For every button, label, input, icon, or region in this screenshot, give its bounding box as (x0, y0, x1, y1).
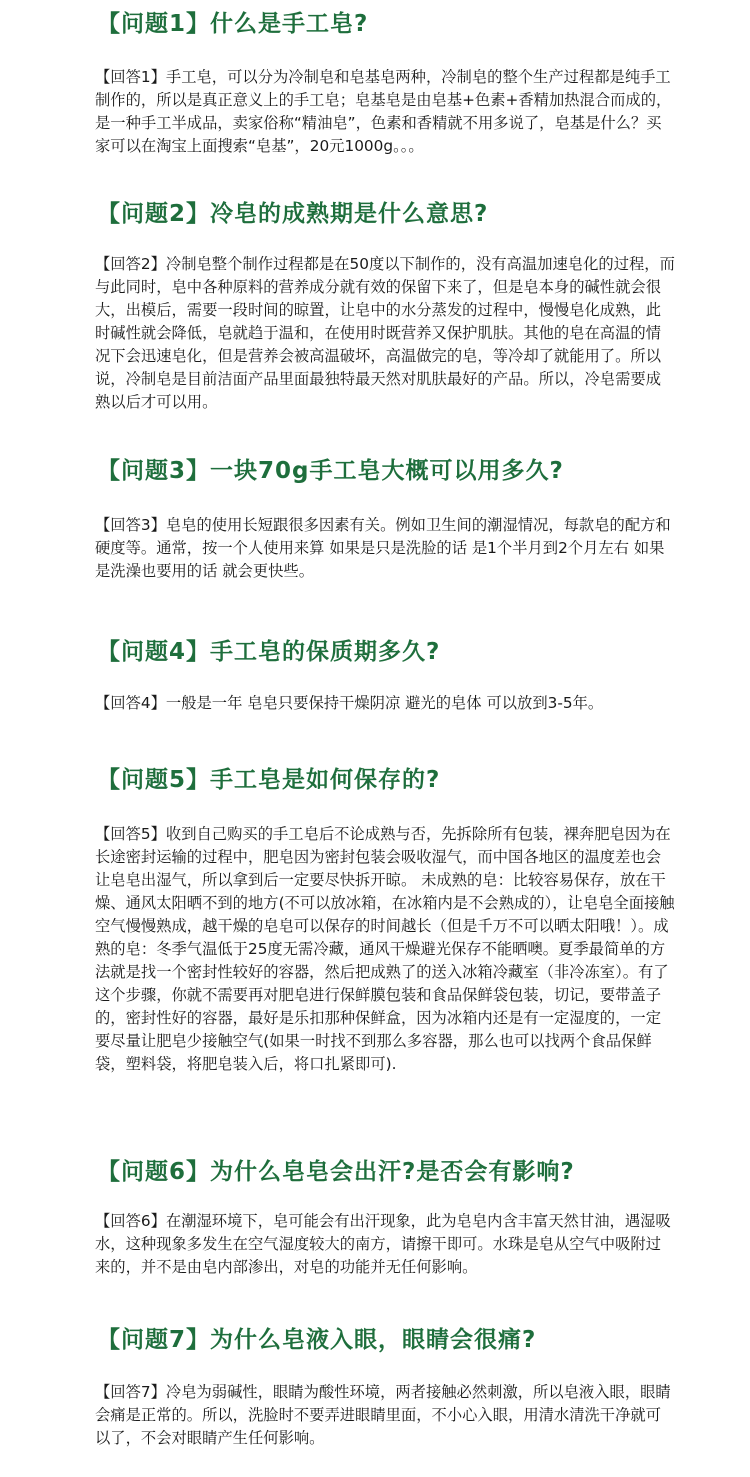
answer-1-text: 【回答1】手工皂，可以分为冷制皂和皂基皂两种，冷制皂的整个生产过程都是纯手工制作的，所以是真正意义上的手工皂；皂基皂是由皂基+色素+香精加热混合而成的，是一种手工半成品，卖家俗称“精油皂”，色素和香精就不用多说了，皂基是什么？买家可以在淘宝上面搜索“皂基”，20元1000g。。。 (95, 68, 672, 155)
question-2-heading: 【问题2】冷皂的成熟期是什么意思? (97, 201, 489, 227)
question-1-heading: 【问题1】什么是手工皂? (97, 11, 369, 37)
answer-3-text: 【回答3】皂皂的使用长短跟很多因素有关。例如卫生间的潮湿情况，每款皂的配方和硬度等。通常，按一个人使用来算 如果是只是洗脸的话 是1个半月到2个月左右 如果是洗澡也要用的话 就会更快些。 (95, 516, 671, 580)
answer-2-text: 【回答2】冷制皂整个制作过程都是在50度以下制作的，没有高温加速皂化的过程，而与此同时，皂中各种原料的营养成分就有效的保留下来了，但是皂本身的碱性就会很大，出模后，需要一段时间的晾置，让皂中的水分蒸发的过程中，慢慢皂化成熟，此时碱性就会降低，皂就趋于温和，在使用时既营养又保护肌肤。其他的皂在高温的情况下会迅速皂化，但是营养会被高温破坏，高温做完的皂，等冷却了就能用了。所以说，冷制皂是目前洁面产品里面最独特最天然对肌肤最好的产品。所以，冷皂需要成熟以后才可以用。 (95, 255, 675, 411)
answer-5-text: 【回答5】收到自己购买的手工皂后不论成熟与否，先拆除所有包装，裸奔肥皂因为在长途密封运输的过程中，肥皂因为密封包装会吸收湿气，而中国各地区的温度差也会让皂皂出湿气，所以拿到后一定要尽快拆开晾。 未成熟的皂：比较容易保存，放在干燥、通风太阳晒不到的地方(不可以放冰箱，在冰箱内是不会熟成的），让皂皂全面接触空气慢慢熟成，越干燥的皂皂可以保存的时间越长（但是千万不可以晒太阳哦！）。成熟的皂：冬季气温低于25度无需冷藏，通风干燥避光保存不能晒噢。夏季最简单的方法就是找一个密封性较好的容器，然后把成熟了的送入冰箱冷藏室（非冷冻室）。有了这个步骤，你就不需要再对肥皂进行保鲜膜包装和食品保鲜袋包装，切记，要带盖子的，密封性好的容器，最好是乐扣那种保鲜盒，因为冰箱内还是有一定湿度的，一定要尽量让肥皂少接触空气(如果一时找不到那么多容器，那么也可以找两个食品保鲜袋，塑料袋，将肥皂装入后，将口扎紧即可). (95, 825, 675, 1073)
question-5-heading: 【问题5】手工皂是如何保存的? (97, 767, 441, 793)
answer-7-text: 【回答7】冷皂为弱碱性，眼睛为酸性环境，两者接触必然刺激，所以皂液入眼，眼睛会痛是正常的。所以，洗脸时不要弄进眼睛里面，不小心入眼，用清水清洗干净就可以了，不会对眼睛产生任何影响。 (95, 1383, 671, 1447)
question-4-heading: 【问题4】手工皂的保质期多久? (97, 639, 441, 665)
question-3-heading: 【问题3】一块70g手工皂大概可以用多久? (97, 458, 564, 484)
question-7-heading: 【问题7】为什么皂液入眼，眼睛会很痛? (97, 1327, 537, 1353)
question-6-heading: 【问题6】为什么皂皂会出汗?是否会有影响? (97, 1159, 575, 1185)
answer-6-text: 【回答6】在潮湿环境下，皂可能会有出汗现象，此为皂皂内含丰富天然甘油，遇湿吸水，这种现象多发生在空气湿度较大的南方，请擦干即可。水珠是皂从空气中吸附过来的，并不是由皂内部渗出，对皂的功能并无任何影响。 (95, 1212, 671, 1276)
answer-4-text: 【回答4】一般是一年 皂皂只要保持干燥阴凉 避光的皂体 可以放到3-5年。 (95, 694, 604, 712)
